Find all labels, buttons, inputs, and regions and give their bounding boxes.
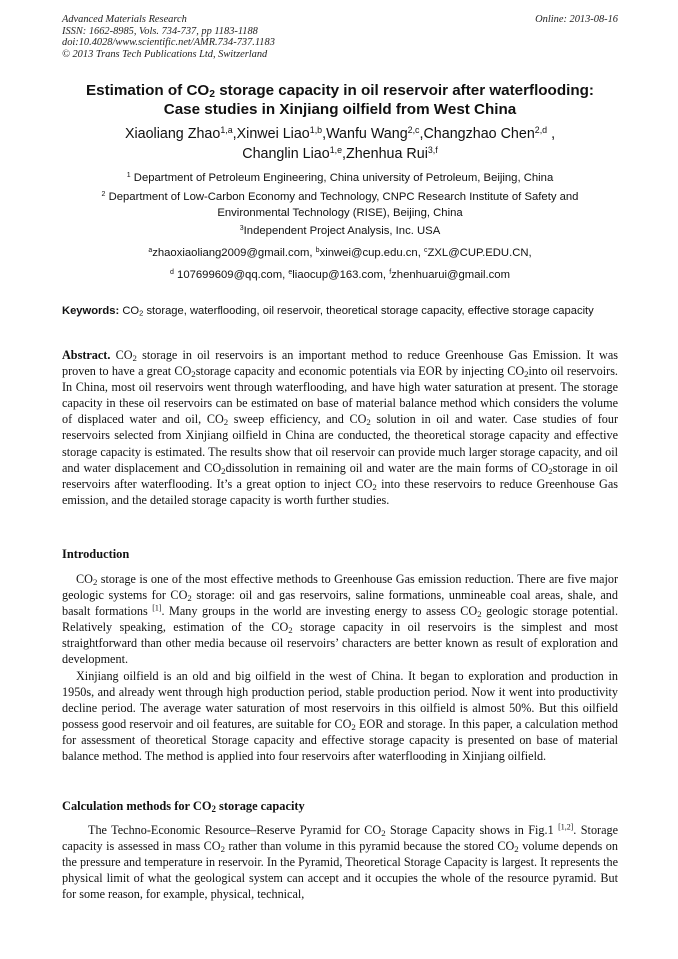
keywords-text: storage, waterflooding, oil reservoir, theoretical storage capacity, effective storage capacity bbox=[146, 305, 594, 317]
intro-paragraph-2: Xinjiang oilfield is an old and big oilfield in the west of China. It began to exploration and production in 1950s, and already went through high production period, stable production period. Now it went into productivity decline period. The average water saturation of most reservoirs in this oilfield is almost 50%. But this oilfield possess good reservoir and oil features, are suitable for $CO_2$ EOR and storage. In this paper, a calculation method for assessment of theoretical Storage capacity and effective storage capacity is presented on base of material balance method. The method is applied into four reservoirs after waterflooding in Xinjiang oilfield. bbox=[62, 669, 618, 764]
author-name: Wanfu Wang$^{2,c}$ bbox=[326, 125, 420, 142]
copyright-line: © 2013 Trans Tech Publications Ltd, Switzerland bbox=[62, 48, 268, 60]
author-name: Zhenhua Rui$^{3,f}$ bbox=[346, 145, 438, 162]
affiliation-3: $^3$Independent Project Analysis, Inc. USA bbox=[239, 225, 441, 237]
email-c: ZXL@CUP.EDU.CN bbox=[427, 247, 529, 259]
affiliation-2: $^2$ Department of Low-Carbon Economy and Technology, CNPC Research Institute of Safety and Environmental Technology (RISE), Beijing, China bbox=[101, 191, 579, 219]
email-line-1: $^a$zhaoxiaoliang2009@gmail.com, $^b$xinwei@cup.edu.cn, $^c$ZXL@CUP.EDU.CN, bbox=[148, 247, 532, 259]
calc-paragraph-1: The Techno-Economic Resource–Reserve Pyramid for $CO_2$ Storage Capacity shows in Fig.1 [1,2]. Storage capacity is assessed in mass $CO_2$ rather than volume in this pyramid because the stored $CO_2$ volume depends on the pressure and temperature in reservoir. In the Pyramid, Theoretical Storage Capacity is largest. It represents the physical limit of what the geological system can accept and it occupies the whole of the resource pyramid. But for some reason, for example, physical, technical, bbox=[62, 822, 619, 902]
author-name: Xinwei Liao$^{1,b}$ bbox=[236, 125, 323, 142]
keywords-label: Keywords: bbox=[62, 305, 120, 317]
email-b: xinwei@cup.edu.cn bbox=[319, 247, 418, 259]
intro-paragraph-1: $CO_2$ storage is one of the most effective methods to Greenhouse Gas emission reduction. There are five major geologic systems for $CO_2$ storage: oil and gas reservoirs, saline formations, unmineable coal areas, shale, and basalt formations [1]. Many groups in the world are investing energy to assess $CO_2$ geologic storage potential. Relatively speaking, estimation of the $CO_2$ storage capacity in oil reservoirs is the simplest and most straightforward than other media because oil reservoirs’ characters are better known as result of exploration and development. bbox=[62, 572, 618, 667]
journal-header bbox=[62, 14, 618, 60]
affiliation-1: $^1$ Department of Petroleum Engineering, China university of Petroleum, Beijing, China bbox=[126, 172, 554, 184]
title-line-1: Estimation of $CO_2$ storage capacity in oil reservoir after waterflooding: bbox=[86, 82, 594, 100]
email-d: 107699609@qq.com bbox=[177, 269, 283, 281]
author-name: Changzhao Chen$^{2,d}$ bbox=[423, 125, 548, 142]
section-heading-calculation: Calculation methods for $CO_2$ storage capacity bbox=[62, 799, 305, 814]
abstract-text: $CO_2$ storage in oil reservoirs is an important method to reduce Greenhouse Gas Emission. It was proven to have a great $CO_2storage$ capacity and economic potentials via EOR by injecting $CO_2into$ oil reservoirs. In China, most oil reservoirs went through waterflooding, and have high water saturation at present. The storage capacity in these oil reservoirs can be estimated on base of material balance method which considers the volume of displaced water and oil, $CO_2$ sweep efficiency, and $CO_2$ solution in oil and water. Case studies of four reservoirs selected from Xinjiang oilfield in China are conducted, the theoretical storage capacity and effective storage capacity is estimated. The results show that oil reservoir can provide much larger storage capacity, and oil and water displacement and $CO_2dissolution$ in remaining oil and water are the main forms of $CO_2storage$ in oil reservoirs after waterflooding. It’s a great option to inject $CO_2$ into these reservoirs to reduce Greenhouse Gas emission, and the detailed storage capacity is worth further studies. bbox=[62, 348, 619, 507]
author-name: Changlin Liao$^{1,e}$ bbox=[242, 145, 343, 162]
issn-line: ISSN: 1662-8985, Vols. 734-737, pp 1183-1188 bbox=[62, 25, 258, 37]
keywords: Keywords: $CO_2$ storage, waterflooding, oil reservoir, theoretical storage capacity, effective storage capacity bbox=[62, 305, 594, 318]
abstract bbox=[62, 347, 618, 508]
doi-line: doi:10.4028/www.scientific.net/AMR.734-737.1183 bbox=[62, 37, 275, 49]
abstract-label: Abstract. bbox=[62, 348, 111, 362]
title-line-2: Case studies in Xinjiang oilfield from West China bbox=[163, 101, 517, 118]
paper-title bbox=[62, 81, 618, 119]
author-list: Xiaoliang Zhao$^{1,a}$,Xinwei Liao$^{1,b}$,Wanfu Wang$^{2,c}$,Changzhao Chen$^{2,d}$ , Changlin Liao$^{1,e}$,Zhenhua Rui$^{3,f}$ bbox=[124, 125, 556, 162]
email-f: zhenhuarui@gmail.com bbox=[391, 269, 510, 281]
author-name: Xiaoliang Zhao$^{1,a}$ bbox=[124, 125, 233, 142]
online-date: Online: 2013-08-16 bbox=[535, 14, 618, 25]
email-a: zhaoxiaoliang2009@gmail.com bbox=[152, 247, 310, 259]
email-e: liaocup@163.com bbox=[292, 269, 383, 281]
email-line-2: $^d$ 107699609@qq.com, $^e$liaocup@163.com, $^f$zhenhuarui@gmail.com bbox=[170, 269, 510, 281]
journal-name: Advanced Materials Research bbox=[62, 14, 187, 25]
section-heading-introduction: Introduction bbox=[62, 547, 130, 561]
